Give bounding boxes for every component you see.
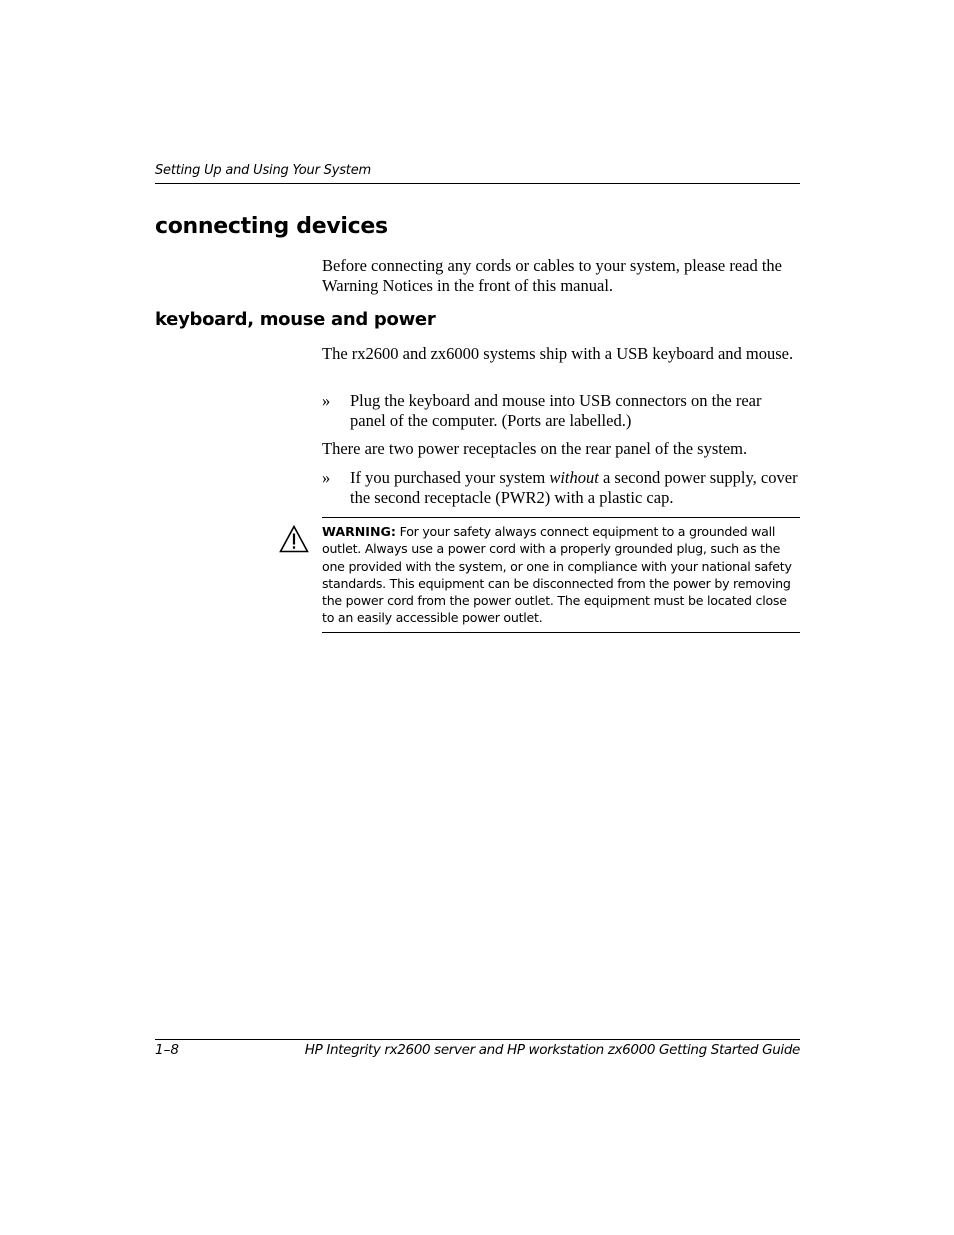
warning-notice bbox=[322, 523, 800, 627]
running-header: Setting Up and Using Your System bbox=[155, 163, 371, 178]
bullet-marker: » bbox=[322, 391, 331, 410]
section-intro: Before connecting any cords or cables to your system, please read the Warning Notices in the front of this manual. bbox=[322, 256, 783, 295]
warning-bottom-rule bbox=[322, 632, 800, 633]
footer-guide-title: HP Integrity rx2600 server and HP workstation zx6000 Getting Started Guide bbox=[304, 1042, 800, 1058]
header-rule bbox=[155, 183, 800, 184]
warning-label: WARNING: bbox=[322, 524, 396, 539]
bullet-item-power-supply bbox=[322, 468, 800, 507]
emphasis-without: without bbox=[549, 468, 599, 487]
bullet-text-start: If you purchased your system bbox=[350, 468, 550, 487]
warning-top-rule bbox=[322, 517, 800, 518]
subsection-heading: keyboard, mouse and power bbox=[155, 309, 436, 330]
paragraph-power: There are two power receptacles on the rear panel of the system. bbox=[322, 439, 748, 458]
bullet-item-usb bbox=[322, 391, 800, 430]
warning-body: For your safety always connect equipment to a grounded wall outlet. Always use a power cord with a properly grounded plug, such as the one provided with the system, or one in compliance with your national safety standards. This equipment can be disconnected from the power by removing the power cord from the power outlet. The equipment must be located close to an easily accessible power outlet. bbox=[322, 524, 792, 626]
bullet-text bbox=[350, 468, 800, 507]
bullet-marker: » bbox=[322, 468, 331, 487]
paragraph-keyboard: The rx2600 and zx6000 systems ship with a USB keyboard and mouse. bbox=[322, 344, 794, 363]
section-heading: connecting devices bbox=[155, 214, 388, 239]
footer-rule bbox=[155, 1039, 800, 1040]
page-number: 1–8 bbox=[155, 1042, 179, 1058]
warning-triangle-icon bbox=[279, 525, 309, 553]
bullet-text: Plug the keyboard and mouse into USB connectors on the rear panel of the computer. (Ports are labelled.) bbox=[350, 391, 762, 430]
bullet-text-end: a second power supply, cover the second receptacle (PWR2) with a plastic cap. bbox=[350, 468, 798, 507]
